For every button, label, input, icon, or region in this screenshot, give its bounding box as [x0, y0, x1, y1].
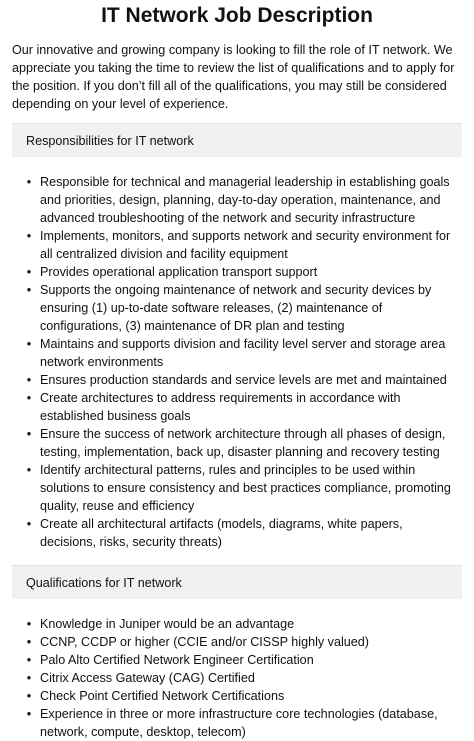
list-item	[22, 173, 462, 227]
list-item	[22, 371, 462, 389]
list-item	[22, 615, 462, 633]
list-item-text: Responsible for technical and managerial leadership in establishing goals and priorities, design, planning, day-to-day operation, maintenance, and advanced troubleshooting of the network and security infrastructure	[40, 175, 450, 225]
bullet-icon: •	[26, 373, 32, 387]
list-item-text: CCNP, CCDP or higher (CCIE and/or CISSP highly valued)	[40, 635, 369, 649]
list-item-text: Palo Alto Certified Network Engineer Certification	[40, 653, 314, 667]
responsibilities-list	[12, 173, 462, 551]
list-item-text: Ensures production standards and service levels are met and maintained	[40, 373, 447, 387]
list-item	[22, 651, 462, 669]
list-item	[22, 227, 462, 263]
list-item	[22, 669, 462, 687]
list-item	[22, 515, 462, 551]
bullet-icon: •	[26, 265, 32, 279]
bullet-icon: •	[26, 391, 32, 405]
responsibilities-heading: Responsibilities for IT network	[26, 134, 194, 148]
list-item-text: Create all architectural artifacts (models, diagrams, white papers, decisions, risks, security threats)	[40, 517, 403, 549]
list-item-text: Supports the ongoing maintenance of network and security devices by ensuring (1) up-to-date software releases, (2) maintenance of configurations, (3) maintenance of DR plan and testing	[40, 283, 432, 333]
bullet-icon: •	[26, 517, 32, 531]
bullet-icon: •	[26, 689, 32, 703]
bullet-icon: •	[26, 617, 32, 631]
list-item	[22, 633, 462, 651]
list-item	[22, 281, 462, 335]
bullet-icon: •	[26, 229, 32, 243]
list-item-text: Knowledge in Juniper would be an advantage	[40, 617, 295, 631]
bullet-icon: •	[26, 283, 32, 297]
bullet-icon: •	[26, 635, 32, 649]
list-item-text: Check Point Certified Network Certifications	[40, 689, 285, 703]
list-item	[22, 687, 462, 705]
list-item	[22, 461, 462, 515]
list-item-text: Citrix Access Gateway (CAG) Certified	[40, 671, 255, 685]
list-item-text: Create architectures to address requirements in accordance with established business goals	[40, 391, 401, 423]
list-item-text: Provides operational application transport support	[40, 265, 318, 279]
bullet-icon: •	[26, 427, 32, 441]
responsibilities-header	[12, 123, 462, 157]
bullet-icon: •	[26, 653, 32, 667]
list-item	[22, 425, 462, 461]
qualifications-list	[12, 615, 462, 741]
bullet-icon: •	[26, 707, 32, 721]
bullet-icon: •	[26, 671, 32, 685]
qualifications-header	[12, 565, 462, 599]
list-item-text: Implements, monitors, and supports network and security environment for all centralized division and facility equipment	[40, 229, 451, 261]
intro-paragraph: Our innovative and growing company is looking to fill the role of IT network. We appreciate you taking the time to review the list of qualifications and to apply for the position. If you don’t fill all of the qualifications, you may still be considered depending on your level of experience.	[12, 43, 455, 111]
list-item-text: Identify architectural patterns, rules and principles to be used within solutions to ensure consistency and best practices compliance, promoting quality, reuse and efficiency	[40, 463, 451, 513]
list-item-text: Maintains and supports division and facility level server and storage area network environments	[40, 337, 446, 369]
list-item-text: Experience in three or more infrastructure core technologies (database, network, compute, desktop, telecom)	[40, 707, 438, 739]
list-item-text: Ensure the success of network architecture through all phases of design, testing, implementation, back up, disaster planning and recovery testing	[40, 427, 446, 459]
bullet-icon: •	[26, 337, 32, 351]
list-item	[22, 335, 462, 371]
list-item	[22, 705, 462, 741]
bullet-icon: •	[26, 463, 32, 477]
page-title: IT Network Job Description	[101, 4, 373, 27]
qualifications-heading: Qualifications for IT network	[26, 576, 182, 590]
bullet-icon: •	[26, 175, 32, 189]
list-item	[22, 389, 462, 425]
list-item	[22, 263, 462, 281]
